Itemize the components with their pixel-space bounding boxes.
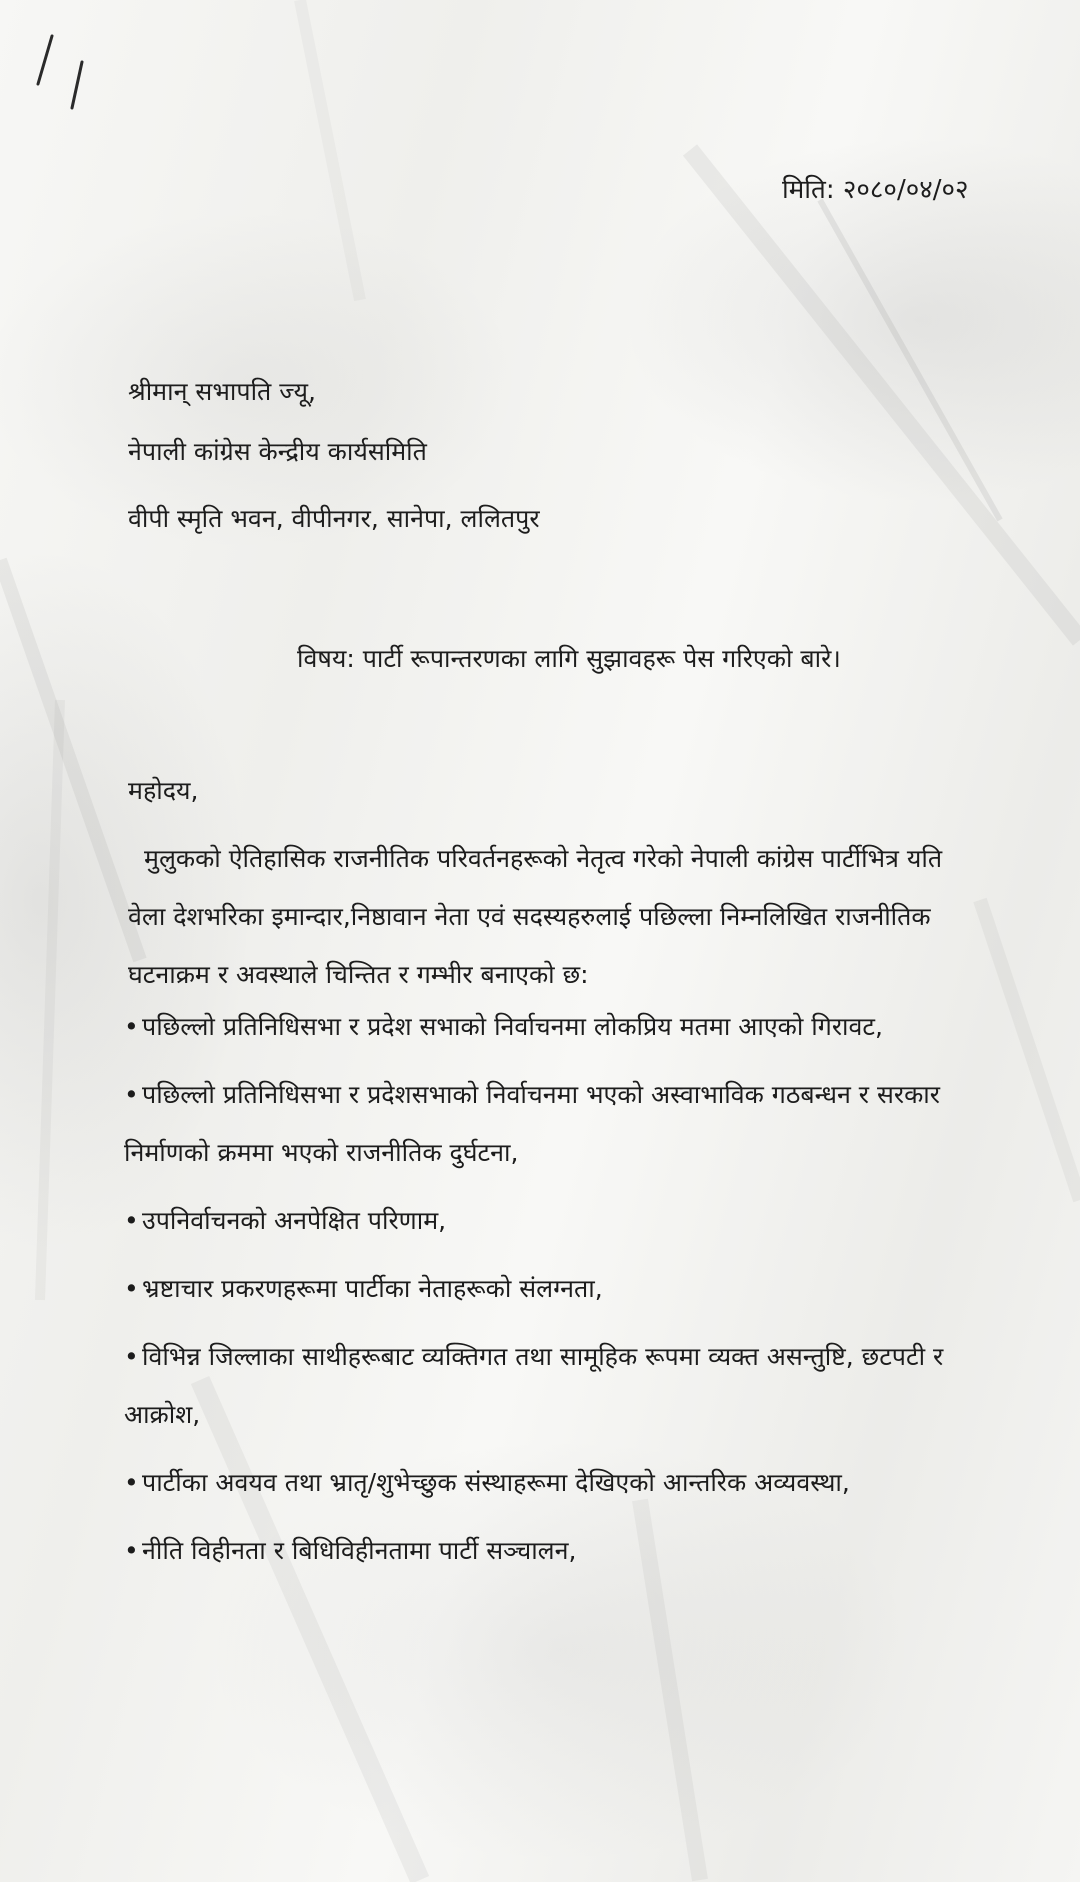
list-item: • पछिल्लो प्रतिनिधिसभा र प्रदेश सभाको निर्वाचनमा लोकप्रिय मतमा आएको गिरावट,: [124, 998, 984, 1056]
bullet-icon: •: [124, 1468, 139, 1497]
bullet-icon: •: [124, 1206, 139, 1235]
concern-list: [124, 998, 984, 1590]
intro-text: मुलुकको ऐतिहासिक राजनीतिक परिवर्तनहरूको नेतृत्व गरेको नेपाली कांग्रेस पार्टीभित्र यति वेला देशभरिका इमान्दार,निष्ठावान नेता एवं सदस्यहरुलाई पछिल्ला निम्नलिखित राजनीतिक घटनाक्रम र अवस्थाले चिन्तित र गम्भीर बनाएको छ:: [128, 844, 943, 989]
list-item: • विभिन्न जिल्लाका साथीहरूबाट व्यक्तिगत तथा सामूहिक रूपमा व्यक्त असन्तुष्टि, छटपटी र आक्रोश,: [124, 1328, 984, 1444]
salutation: महोदय,: [128, 776, 199, 805]
list-item: • नीति विहीनता र बिधिविहीनतामा पार्टी सञ्चालन,: [124, 1522, 984, 1580]
recipient-line-2: नेपाली कांग्रेस केन्द्रीय कार्यसमिति: [128, 437, 427, 466]
list-item: • पछिल्लो प्रतिनिधिसभा र प्रदेशसभाको निर्वाचनमा भएको अस्वाभाविक गठबन्धन र सरकार निर्माणको क्रममा भएको राजनीतिक दुर्घटना,: [124, 1066, 984, 1182]
recipient-line-3: वीपी स्मृति भवन, वीपीनगर, सानेपा, ललितपुर: [128, 504, 540, 533]
letter-subject: विषय: पार्टी रूपान्तरणका लागि सुझावहरू पेस गरिएको बारे।: [297, 644, 841, 673]
list-item: • उपनिर्वाचनको अनपेक्षित परिणाम,: [124, 1192, 984, 1250]
list-item: • भ्रष्टाचार प्रकरणहरूमा पार्टीका नेताहरूको संलग्नता,: [124, 1260, 984, 1318]
bullet-icon: •: [124, 1012, 139, 1041]
intro-paragraph: [128, 830, 958, 1004]
bullet-icon: •: [124, 1536, 139, 1565]
list-item: • पार्टीका अवयव तथा भ्रातृ/शुभेच्छुक संस्थाहरूमा देखिएको आन्तरिक अव्यवस्था,: [124, 1454, 984, 1512]
recipient-line-1: श्रीमान् सभापति ज्यू,: [128, 377, 316, 406]
pen-stroke-mark: [34, 28, 104, 118]
bullet-icon: •: [124, 1274, 139, 1303]
bullet-icon: •: [124, 1342, 139, 1371]
letter-date: मिति: २०८०/०४/०२: [782, 175, 969, 205]
bullet-icon: •: [124, 1080, 139, 1109]
